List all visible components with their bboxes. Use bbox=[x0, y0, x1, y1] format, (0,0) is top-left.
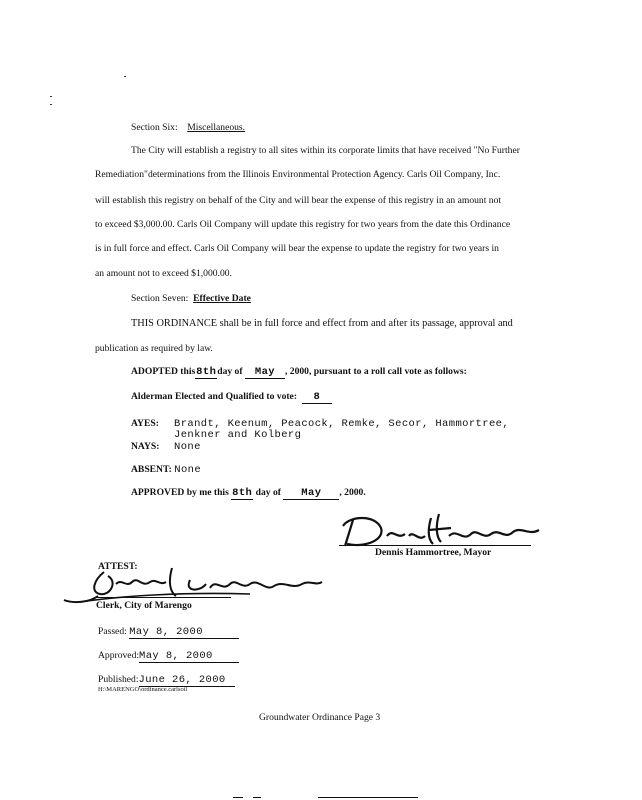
scan-speck bbox=[124, 76, 126, 77]
section-seven-heading: Section Seven: Effective Date bbox=[131, 293, 251, 304]
absent-line: ABSENT: None bbox=[131, 464, 202, 476]
approved-line: APPROVED by me this 8th day of May , 2000. bbox=[131, 487, 366, 499]
section-seven-line: THIS ORDINANCE shall be in full force and effect from and after its passage, approval and bbox=[131, 318, 513, 329]
aldermen-count: 8 bbox=[302, 392, 332, 404]
attest-label: ATTEST: bbox=[98, 561, 138, 572]
approved-month: May bbox=[283, 488, 339, 500]
ayes-names: Brandt, Keenum, Peacock, Remke, Secor, Hammortree, bbox=[174, 418, 510, 430]
passed-line: Passed: May 8, 2000 bbox=[98, 626, 239, 639]
section-six-line: an amount not to exceed $1,000.00. bbox=[95, 268, 232, 279]
scan-speck bbox=[50, 104, 52, 105]
ayes-label: AYES: bbox=[131, 418, 159, 429]
nays-label: NAYS: bbox=[131, 441, 160, 452]
aldermen-line: Alderman Elected and Qualified to vote: 8 bbox=[131, 391, 332, 404]
approved-date-line: Approved:May 8, 2000 bbox=[98, 650, 239, 663]
clerk-signature-line bbox=[95, 597, 231, 598]
section-six-line: to exceed $3,000.00. Carls Oil Company will update this registry for two years from the date this Ordinance bbox=[95, 219, 511, 230]
scan-mark bbox=[318, 797, 418, 798]
approved-day: 8th bbox=[232, 487, 253, 499]
passed-date: May 8, 2000 bbox=[129, 627, 239, 639]
ayes-names: Jenkner and Kolberg bbox=[174, 429, 302, 441]
section-seven-line: publication as required by law. bbox=[95, 343, 213, 354]
section-six-line: will establish this registry on behalf of the City and will bear the expense of this registry in an amount not bbox=[95, 195, 502, 206]
scan-mark bbox=[253, 797, 261, 798]
clerk-title: Clerk, City of Marengo bbox=[96, 600, 192, 611]
mayor-signature-line bbox=[339, 545, 531, 546]
scan-speck bbox=[50, 96, 52, 97]
scan-mark bbox=[233, 797, 243, 798]
section-six-line: Remediation"determinations from the Illinois Environmental Protection Agency. Carls Oil Company, Inc. bbox=[95, 169, 501, 180]
adopted-day: 8th bbox=[196, 366, 217, 378]
section-six-heading: Section Six: Miscellaneous. bbox=[131, 122, 246, 133]
adopted-month: May bbox=[245, 367, 285, 379]
mayor-name: Dennis Hammortree, Mayor bbox=[375, 547, 492, 558]
approved-date: May 8, 2000 bbox=[139, 651, 239, 663]
section-six-line: The City will establish a registry to all sites within its corporate limits that have received "No Further bbox=[131, 145, 520, 156]
section-six-line: is in full force and effect. Carls Oil Company will bear the expense to update the registry for two years in bbox=[95, 243, 499, 254]
page-footer: Groundwater Ordinance Page 3 bbox=[259, 712, 381, 723]
nays-value: None bbox=[174, 441, 201, 453]
published-line: Published:June 26, 2000 bbox=[98, 674, 235, 687]
published-date: June 26, 2000 bbox=[139, 675, 235, 687]
file-path: H:\MARENGO\ordinance.carlsoil bbox=[98, 686, 188, 693]
adopted-line: ADOPTED this8thday of May , 2000, pursuant to a roll call vote as follows: bbox=[131, 366, 467, 378]
